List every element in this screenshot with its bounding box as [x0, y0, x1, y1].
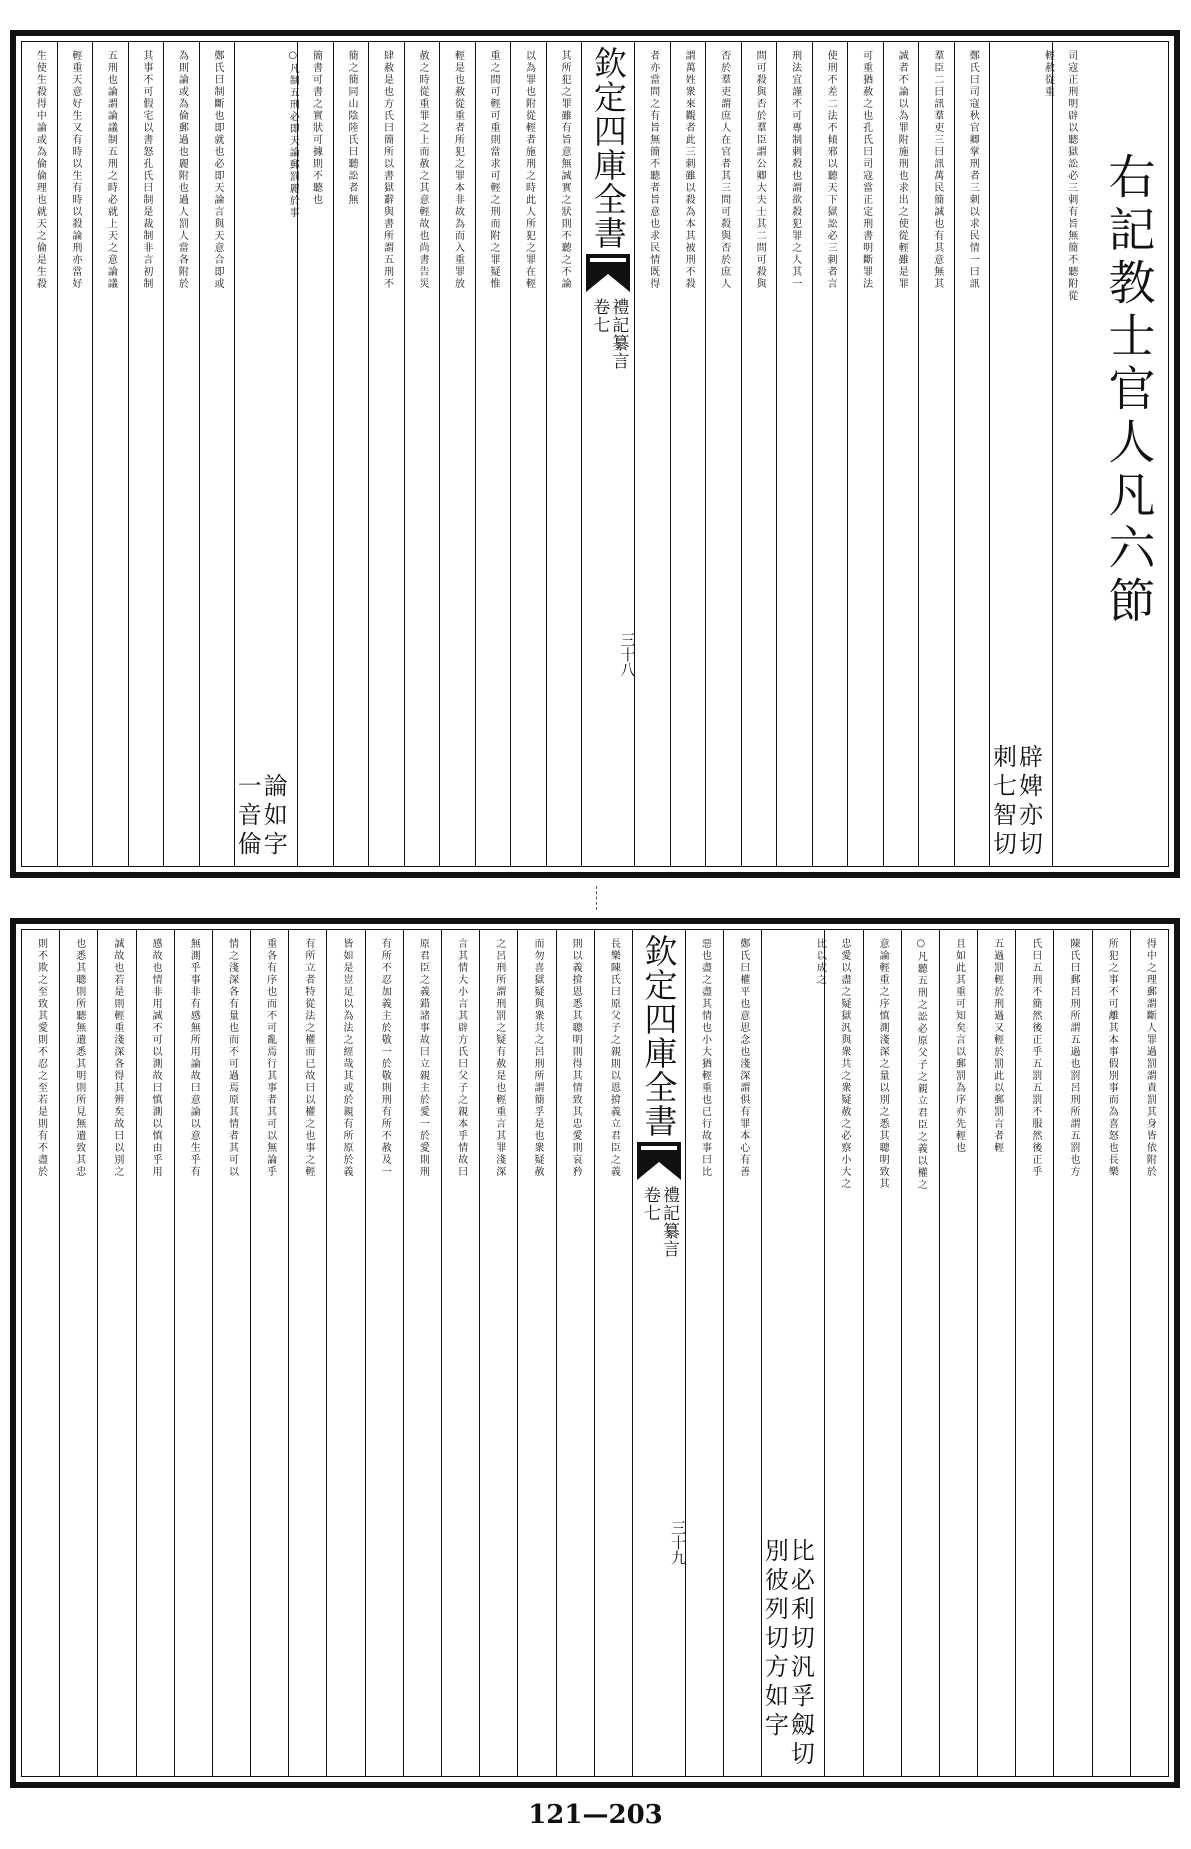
commentary-column	[670, 42, 706, 866]
commentary-column	[403, 930, 441, 1776]
commentary-text: 有所不忍加義主於敬一於敬則刑有所不赦及一	[379, 938, 391, 1178]
commentary-text: 肆赦是也方氏曰簡所以書獄辭與書所謂五刑不	[381, 50, 393, 290]
commentary-column	[1092, 930, 1130, 1776]
pronunciation-note: 辟婢亦切	[1014, 744, 1043, 860]
commentary-column	[741, 42, 777, 866]
pronunciation-note: 刺七智切	[988, 744, 1017, 860]
main-text-column	[901, 930, 939, 1776]
commentary-text: 則以義揜恩悉其聰明則得其情致其忠愛則哀矜	[570, 938, 582, 1178]
main-text: 司寇正刑明辟以聽獄訟必三刺有旨無簡不聽附從	[1065, 50, 1077, 302]
book-title: 禮記纂言	[658, 1186, 679, 1258]
commentary-text: 陳氏曰郵呂刑所謂五過也罰呂刑所謂五罰也方	[1068, 938, 1080, 1178]
page-number: 121—203	[528, 1800, 663, 1830]
commentary-text: 情之淺深各有量也而不可過焉原其情者其可以	[226, 938, 238, 1178]
commentary-text: 氏曰五刑不簡然後正乎五罰五罰不服然後正乎	[1029, 938, 1041, 1178]
page-panel-top	[10, 30, 1180, 878]
main-text: 比以成之	[814, 938, 826, 986]
commentary-column	[977, 930, 1015, 1776]
pronunciation-notes	[988, 744, 1043, 860]
commentary-text: 言其情大小言其辟方氏曰父子之親本乎情故曰	[455, 938, 467, 1178]
commentary-text: 重之間可輕可重則當求可輕之刑而附之罪疑惟	[488, 50, 500, 290]
commentary-text: 赦之時從重罪之上而赦之其意輕故也尚書告災	[417, 50, 428, 290]
main-text: ○凡聽五刑之訟必原父子之親立君臣之義以權之	[915, 938, 927, 1191]
commentary-column	[22, 42, 57, 866]
commentary-text: 簡書可書之實狀可據則不聽也	[310, 50, 322, 206]
commentary-column	[723, 930, 761, 1776]
commentary-column	[883, 42, 919, 866]
fold-marker	[596, 886, 597, 910]
commentary-text: 且如此其重可知矣言以郵罰為序亦先輕也	[953, 938, 965, 1154]
commentary-column	[517, 930, 555, 1776]
commentary-text: 所犯之事不可離其本事假別事而為喜怒也長樂	[1106, 938, 1118, 1178]
commentary-column	[475, 42, 511, 866]
book-title: 禮記纂言	[608, 298, 629, 370]
commentary-column	[1053, 930, 1091, 1776]
commentary-column	[439, 42, 475, 866]
main-text-column	[1052, 42, 1088, 866]
section-heading	[1088, 42, 1168, 866]
commentary-column	[136, 930, 174, 1776]
main-text: 忠愛以盡之疑獄汎與衆共之衆疑赦之必察小大之	[838, 938, 850, 1190]
commentary-column	[59, 930, 97, 1776]
commentary-text: 誠者不論以為罪附施刑也求出之使從輕雖是罪	[896, 50, 908, 290]
commentary-text: 皆如是豈足以為法之經哉其或於親有所原於義	[341, 938, 353, 1178]
commentary-text: 否於羣吏謂庶人在官者其三問可殺與否於庶人	[718, 50, 730, 290]
commentary-text: 鄭氏曰制斷也即就也必即天論言與天意合即或	[211, 50, 223, 290]
commentary-column	[92, 42, 128, 866]
main-text-column	[824, 930, 862, 1776]
commentary-text: 為則論或為倫郵過也麗附也過人罰人當各附於	[176, 50, 188, 290]
commentary-text: 得中之理郵謂斷人罪過罰謂責罰其身皆依附於	[1144, 938, 1156, 1178]
commentary-text: 誠故也若是則輕重淺深各得其辨矣故曰以別之	[111, 938, 123, 1178]
center-fold-column	[632, 930, 685, 1776]
main-text: 輕赦從重	[1042, 50, 1054, 98]
text-columns	[22, 42, 1088, 866]
commentary-text: 而勿喜獄疑與衆共之呂刑所謂簡孚是也衆疑赦	[531, 938, 543, 1178]
commentary-text: 可重猶赦之也孔氏曰司寇當正定刑書明斷罪法	[860, 50, 872, 290]
commentary-column	[368, 42, 404, 866]
commentary-column	[546, 42, 582, 866]
panel-frame	[21, 41, 1169, 867]
commentary-column	[163, 42, 199, 866]
commentary-text: 者亦當問之有旨無簡不聽者旨意也求民情既得	[647, 50, 659, 290]
panel-frame	[21, 929, 1169, 1777]
volume-label: 卷七	[589, 298, 610, 334]
folio-number: 三十九	[668, 1520, 687, 1565]
section-heading-text: 右記教士官人凡六節	[1100, 152, 1156, 629]
commentary-text: 惡也盡之盡其情也小大猶輕重也已行故事曰比	[699, 938, 711, 1178]
commentary-text: 無測乎事非有感無所用論故曰意論以意生乎有	[188, 938, 200, 1178]
fishtail-mark-icon	[637, 1142, 681, 1180]
commentary-text: 其事不可假宅以書怒孔氏曰制是裁制非言初制	[140, 50, 152, 290]
commentary-text: 有所立者特從法之權而已故曰以權之也事之輕	[302, 938, 314, 1178]
commentary-column	[297, 42, 333, 866]
commentary-text: 長樂陳氏曰原父子之親則以恩揜義立君臣之義	[608, 938, 620, 1178]
commentary-text: 問可殺與否於羣臣謂公卿大夫士其二問可殺與	[754, 50, 766, 290]
pronunciation-note: 一音倫	[233, 773, 262, 860]
commentary-text: 感故也情非用誠不可以測故曰慎測以慎由乎用	[150, 938, 162, 1178]
commentary-column	[57, 42, 93, 866]
series-title: 欽定四庫全書	[588, 46, 628, 250]
series-title: 欽定四庫全書	[639, 934, 679, 1138]
commentary-text: 羣臣二曰訊羣吏三曰訊萬民簡誠也有其意無其	[931, 50, 943, 290]
commentary-column	[333, 42, 369, 866]
commentary-column	[594, 930, 632, 1776]
commentary-text: 刑法宜謹不可專制刺殺也謂欲殺犯罪之人其一	[789, 50, 801, 290]
commentary-text: 則不欺之至致其愛則不忍之至若是則有不盡於	[35, 938, 47, 1178]
main-text-column	[863, 930, 901, 1776]
commentary-text: 重各有序也而不可亂焉行其事者其可以無論乎	[264, 938, 276, 1178]
commentary-column	[326, 930, 364, 1776]
commentary-text: 生使生殺得中論或為倫倫理也就天之倫是生殺	[34, 50, 46, 290]
book-meta	[641, 1186, 677, 1258]
commentary-column	[441, 930, 479, 1776]
commentary-column	[556, 930, 594, 1776]
fishtail-mark-icon	[586, 254, 630, 292]
commentary-column	[404, 42, 440, 866]
commentary-column	[954, 42, 990, 866]
commentary-column	[705, 42, 741, 866]
pronunciation-note: 比必利切汎孚劔切	[786, 1538, 815, 1770]
center-fold-column	[581, 42, 637, 866]
commentary-text: 五過罰輕於刑過又輕於罰此以郵罰言者輕	[991, 938, 1003, 1154]
commentary-text: 以為罪也附從輕者施刑之時此人所犯之罪在輕	[523, 50, 535, 290]
commentary-column	[250, 930, 288, 1776]
commentary-column	[22, 930, 59, 1776]
text-columns	[22, 930, 1168, 1776]
commentary-text: 也悉其聰則所聽無遺悉其明則所見無遺致其忠	[73, 938, 85, 1178]
folio-number: 三十八	[618, 632, 637, 677]
volume-label: 卷七	[639, 1186, 660, 1222]
pronunciation-notes	[760, 1538, 815, 1770]
commentary-column	[479, 930, 517, 1776]
main-text-column	[989, 42, 1052, 866]
commentary-column	[510, 42, 546, 866]
commentary-column	[939, 930, 977, 1776]
commentary-column	[128, 42, 164, 866]
commentary-column	[365, 930, 403, 1776]
main-text: 意論輕重之序慎測淺深之量以別之悉其聰明致其	[877, 938, 889, 1190]
commentary-column	[288, 930, 326, 1776]
commentary-column	[174, 930, 212, 1776]
book-meta	[589, 298, 629, 370]
commentary-text: 之呂刑所謂刑罰之疑有赦是也輕重言其罪淺深	[493, 938, 505, 1178]
commentary-text: 使刑不差二法不傾邪以聽天下獄訟必三刺者言	[825, 50, 837, 290]
pronunciation-notes	[233, 773, 288, 860]
commentary-column	[918, 42, 954, 866]
commentary-text: 原君臣之義錯諸事故曰立親主於愛一於愛則刑	[417, 938, 429, 1178]
commentary-column	[1130, 930, 1168, 1776]
commentary-text: 五刑也論謂論議制五刑之時必就上天之意論議	[105, 50, 117, 290]
commentary-column	[847, 42, 883, 866]
pronunciation-note: 論如字	[259, 773, 288, 860]
commentary-text: 輕是也赦從重者所犯之罪本非故為而入重罪放	[452, 50, 464, 290]
commentary-column	[685, 930, 723, 1776]
commentary-text: 簡之簡同山陰陸氏曰聽訟者無	[345, 50, 357, 206]
commentary-text: 鄭氏曰司寇秋官卿掌刑者三刺以求民情一曰訊	[967, 50, 979, 290]
commentary-column	[1015, 930, 1053, 1776]
main-text-column	[761, 930, 824, 1776]
pronunciation-note: 別彼列切方如字	[760, 1538, 789, 1741]
page-panel-bottom	[10, 918, 1180, 1788]
commentary-column	[812, 42, 848, 866]
main-text: ○凡制五刑必即天論郵罰麗於事	[287, 50, 299, 219]
commentary-column	[634, 42, 670, 866]
commentary-text: 輕重天意好生又有時以生有時以殺論刑亦當好	[69, 50, 81, 290]
commentary-column	[776, 42, 812, 866]
commentary-column	[97, 930, 135, 1776]
commentary-text: 其所犯之罪雖有旨意無誠實之狀則不聽之不論	[559, 50, 571, 290]
commentary-text: 鄭氏曰權平也意思念也淺深謂俱有罪本心有善	[737, 938, 749, 1178]
commentary-column	[199, 42, 235, 866]
commentary-text: 謂萬姓衆來觀者此三刺雖以殺為本其被刑不殺	[683, 50, 695, 290]
commentary-column	[212, 930, 250, 1776]
main-text-column	[234, 42, 297, 866]
